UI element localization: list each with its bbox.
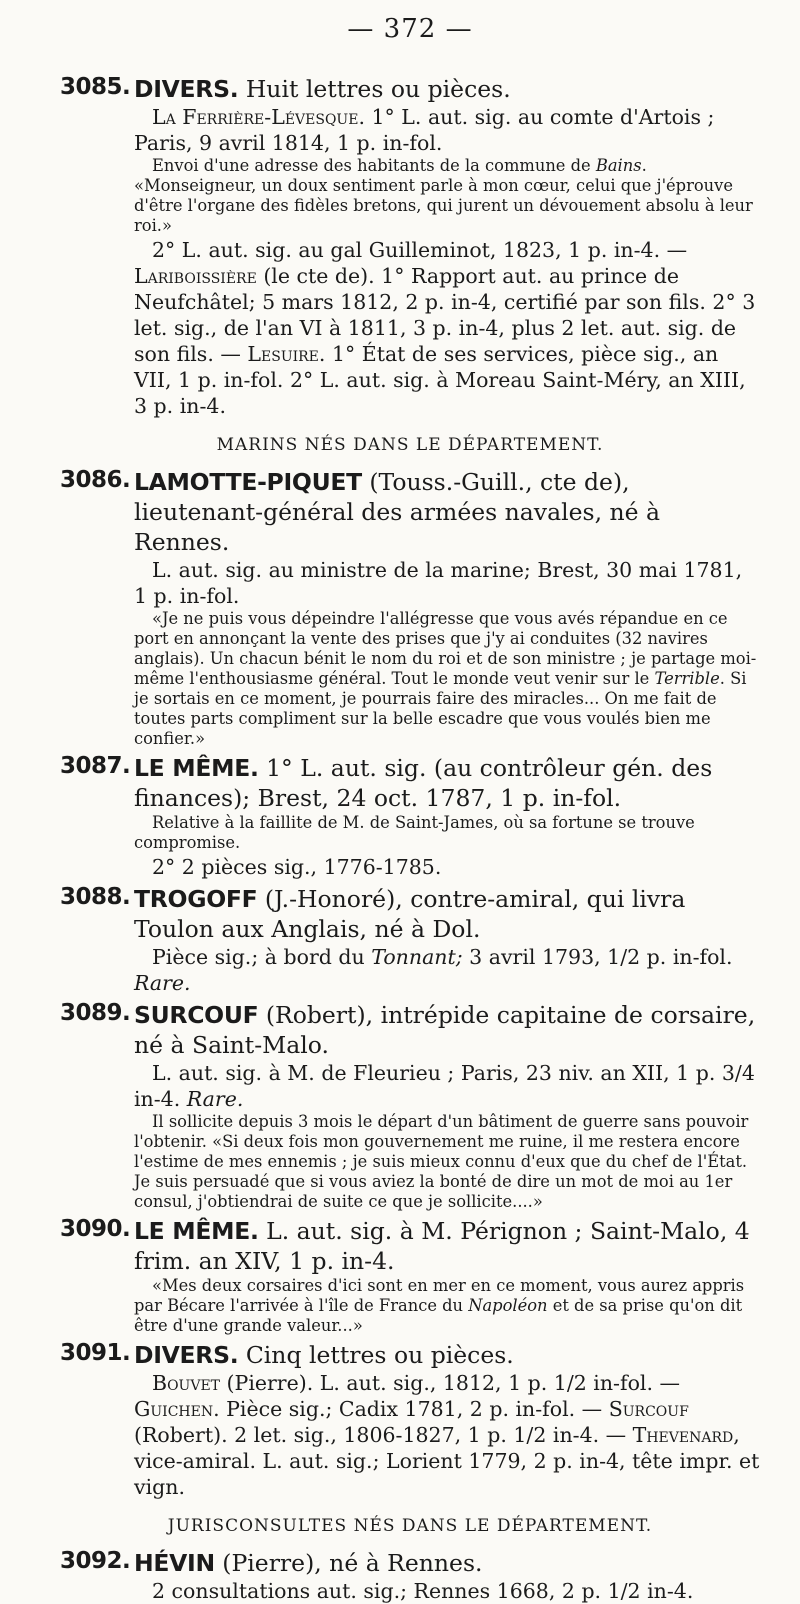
entry-body: L. aut. sig. au ministre de la marine; Brest, 30 mai 1781, 1 p. in-fol. (134, 558, 743, 608)
entry-name: SURCOUF (134, 1001, 259, 1029)
entry-number: 3086. (60, 467, 131, 493)
entry-3087 (60, 753, 760, 880)
entry-3090 (60, 1216, 760, 1336)
section-heading-jurisconsultes: JURISCONSULTES NÉS DANS LE DÉPARTEMENT. (167, 1516, 653, 1536)
entry-body: 2 consultations aut. sig.; Rennes 1668, 2 p. 1/2 in-4. (152, 1579, 694, 1603)
entry-name: LE MÊME. (134, 1217, 259, 1245)
entry-3085 (60, 74, 760, 419)
entry-heading: SURCOUF (Robert), intrépide capitaine de corsaire, né à Saint-Malo. (134, 1001, 756, 1059)
entry-body: 2° L. aut. sig. au gal Guilleminot, 1823, 1 p. in-4. — Lariboissière (le cte de). 1° Rapport aut. au prince de Neufchâtel; 5 mars 1812, 2 p. in-4, certifié par son fils. 2° 3 let. sig., de l'an VI à 1811, 3 p. in-4, plus 2 let. aut. sig. de son fils. — Lesuire. 1° État de ses services, pièce sig., an VII, 1 p. in-fol. 2° L. aut. sig. à Moreau Saint-Méry, an XIII, 3 p. in-4. (134, 238, 756, 418)
entry-note: Il sollicite depuis 3 mois le départ d'un bâtiment de guerre sans pouvoir l'obtenir. «Si deux fois mon gouvernement me ruine, il me restera encore l'estime de mes ennemis ; je suis mieux connu d'eux que du chef de l'État. Je suis persuadé que si vous aviez la bonté de dire un mot de moi au 1er consul, j'obtiendrai de suite ce que je sollicite....» (134, 1112, 749, 1211)
entry-name: HÉVIN (134, 1549, 215, 1577)
entry-note: «Mes deux corsaires d'ici sont en mer en ce moment, vous aurez appris par Bécare l'arrivée à l'île de France du Napoléon et de sa prise qu'on dit être d'une grande valeur...» (134, 1276, 745, 1335)
entry-number: 3087. (60, 753, 131, 779)
entry-body: Pièce sig.; à bord du Tonnant; 3 avril 1793, 1/2 p. in-fol. Rare. (134, 945, 733, 995)
entry-note: «Je ne puis vous dépeindre l'allégresse que vous avés répandue en ce port en annonçant la vente des prises que j'y ai conduites (32 navires anglais). Un chacun bénit le nom du roi et de son ministre ; je partage moi-même l'enthousiasme général. Tout le monde veut venir sur le Terrible. Si je sortais en ce moment, je pourrais faire des miracles... On me fait de toutes parts compliment sur la belle escadre que vous voulés bien me confier.» (134, 609, 757, 748)
entry-number: 3090. (60, 1216, 131, 1242)
entry-body: Bouvet (Pierre). L. aut. sig., 1812, 1 p. 1/2 in-fol. — Guichen. Pièce sig.; Cadix 1781, 2 p. in-fol. — Surcouf (Robert). 2 let. sig., 1806-1827, 1 p. 1/2 in-4. — Thevenard, vice-amiral. L. aut. sig.; Lorient 1779, 2 p. in-4, tête impr. et vign. (134, 1371, 760, 1499)
entry-heading: HÉVIN (Pierre), né à Rennes. (134, 1549, 483, 1577)
entry-body: 2° 2 pièces sig., 1776-1785. (152, 855, 442, 879)
entry-3089 (60, 1000, 760, 1212)
entry-name: DIVERS. (134, 75, 239, 103)
entry-body: La Ferrière-Lévesque. 1° L. aut. sig. au comte d'Artois ; Paris, 9 avril 1814, 1 p. in-fol. (134, 105, 715, 155)
entry-3088 (60, 884, 760, 996)
section-heading-marins: MARINS NÉS DANS LE DÉPARTEMENT. (216, 435, 604, 455)
entry-heading: DIVERS. Huit lettres ou pièces. (134, 75, 511, 103)
page-number: — 372 — (347, 14, 473, 44)
entry-body: L. aut. sig. à M. de Fleurieu ; Paris, 23 niv. an XII, 1 p. 3/4 in-4. Rare. (134, 1061, 755, 1111)
entry-heading: LAMOTTE-PIQUET (Touss.-Guill., cte de), lieutenant-général des armées navales, né à Rennes. (134, 468, 661, 556)
entry-number: 3091. (60, 1340, 131, 1366)
entry-number: 3085. (60, 74, 131, 100)
entry-3091 (60, 1340, 760, 1500)
entry-heading: TROGOFF (J.-Honoré), contre-amiral, qui livra Toulon aux Anglais, né à Dol. (134, 885, 686, 943)
entry-number: 3092. (60, 1548, 131, 1574)
entry-number: 3089. (60, 1000, 131, 1026)
entry-heading: DIVERS. Cinq lettres ou pièces. (134, 1341, 514, 1369)
entry-3092 (60, 1548, 760, 1604)
entry-heading: LE MÊME. 1° L. aut. sig. (au contrôleur gén. des finances); Brest, 24 oct. 1787, 1 p. in-fol. (134, 754, 713, 812)
entry-name: TROGOFF (134, 885, 258, 913)
entry-heading: LE MÊME. L. aut. sig. à M. Pérignon ; Saint-Malo, 4 frim. an XIV, 1 p. in-4. (134, 1217, 750, 1275)
entry-3086 (60, 467, 760, 749)
entry-name: LE MÊME. (134, 754, 259, 782)
entry-number: 3088. (60, 884, 131, 910)
entry-note: Envoi d'une adresse des habitants de la commune de Bains. «Monseigneur, un doux sentiment parle à mon cœur, celui que j'éprouve d'être l'organe des fidèles bretons, qui jurent un dévouement absolu à leur roi.» (134, 156, 753, 235)
entry-name: DIVERS. (134, 1341, 239, 1369)
entry-note: Relative à la faillite de M. de Saint-James, où sa fortune se trouve compromise. (134, 813, 695, 852)
entry-name: LAMOTTE-PIQUET (134, 468, 362, 496)
